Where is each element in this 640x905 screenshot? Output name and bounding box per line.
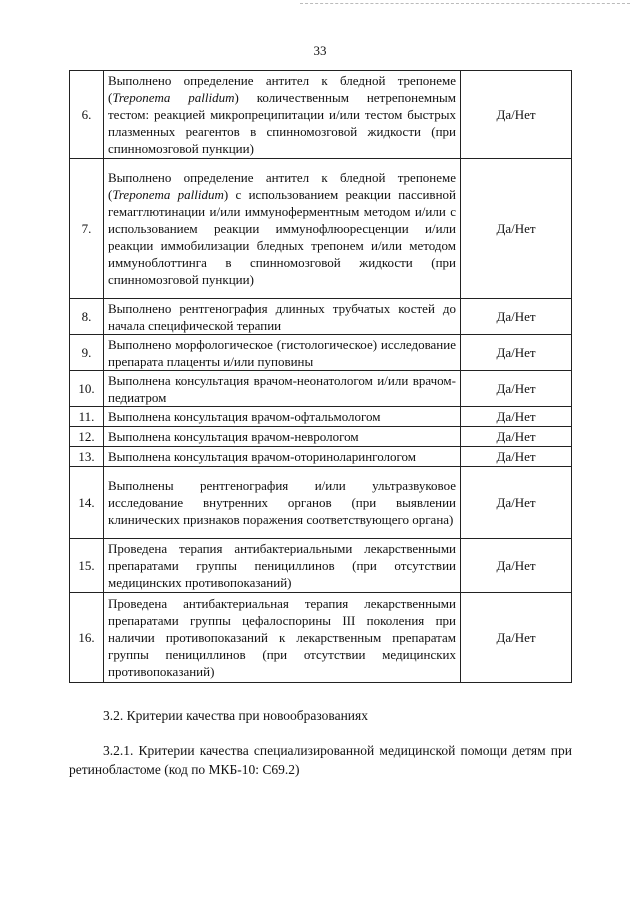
section-paragraph: 3.2.1. Критерии качества специализированной медицинской помощи детям при ретинобластоме (код по МКБ-10: C69.2) [69, 743, 572, 777]
criterion-text: Выполнено морфологическое (гистологическое) исследование препарата плаценты и/или пуповины [104, 335, 461, 371]
criterion-text: Выполнена консультация врачом-неврологом [104, 427, 461, 447]
page-number: 33 [313, 43, 327, 58]
section-heading: 3.2. Критерии качества при новообразованиях [103, 708, 368, 723]
table-row [70, 407, 572, 427]
answer-cell: Да/Нет [461, 467, 572, 539]
table-row [70, 467, 572, 539]
table-row [70, 71, 572, 159]
answer-cell: Да/Нет [461, 299, 572, 335]
criterion-text: Выполнена консультация врачом-офтальмологом [104, 407, 461, 427]
table-row [70, 159, 572, 299]
criterion-text: Проведена антибактериальная терапия лекарственными препаратами группы цефалоспорины III поколения при наличии противопоказаний к лекарственным препаратам группы пенициллинов (при отсутствии медицинских противопоказаний) [104, 593, 461, 683]
answer-cell: Да/Нет [461, 427, 572, 447]
answer-cell: Да/Нет [461, 407, 572, 427]
criterion-text: Выполнена консультация врачом-неонатологом и/или врачом-педиатром [104, 371, 461, 407]
table-row [70, 371, 572, 407]
table-row [70, 299, 572, 335]
row-number: 7. [70, 159, 104, 299]
row-number: 10. [70, 371, 104, 407]
answer-cell: Да/Нет [461, 447, 572, 467]
table-row [70, 539, 572, 593]
criterion-text: Выполнено определение антител к бледной трепонеме (Treponema pallidum) с использованием реакции пассивной гемагглютинации и/или иммуноферментным методом и/или с использованием реакции иммунофлюоресценции и/или реакции иммобилизации бледных трепонем и/или методом иммуноблоттинга в спинномозговой жидкости (при спинномозговой пункции) [104, 159, 461, 299]
criterion-text: Проведена терапия антибактериальными лекарственными препаратами группы пенициллинов (при отсутствии медицинских противопоказаний) [104, 539, 461, 593]
table-row [70, 427, 572, 447]
criterion-text: Выполнены рентгенография и/или ультразвуковое исследование внутренних органов (при выявлении клинических признаков поражения соответствующего органа) [104, 467, 461, 539]
row-number: 11. [70, 407, 104, 427]
table-row [70, 447, 572, 467]
quality-criteria-table [69, 70, 572, 683]
answer-cell: Да/Нет [461, 71, 572, 159]
row-number: 13. [70, 447, 104, 467]
answer-cell: Да/Нет [461, 593, 572, 683]
answer-cell: Да/Нет [461, 335, 572, 371]
table-row [70, 335, 572, 371]
scan-artifact-line [300, 3, 630, 5]
row-number: 12. [70, 427, 104, 447]
row-number: 8. [70, 299, 104, 335]
row-number: 16. [70, 593, 104, 683]
criterion-text: Выполнено определение антител к бледной трепонеме (Treponema pallidum) количественным нетрепонемным тестом: реакцией микропреципитации и/или тестом быстрых плазменных реагентов в спинномозговой жидкости (при спинномозговой пункции) [104, 71, 461, 159]
criterion-text: Выполнена консультация врачом-оториноларингологом [104, 447, 461, 467]
answer-cell: Да/Нет [461, 539, 572, 593]
criterion-text: Выполнено рентгенография длинных трубчатых костей до начала специфической терапии [104, 299, 461, 335]
answer-cell: Да/Нет [461, 371, 572, 407]
table-row [70, 593, 572, 683]
row-number: 9. [70, 335, 104, 371]
row-number: 6. [70, 71, 104, 159]
answer-cell: Да/Нет [461, 159, 572, 299]
row-number: 14. [70, 467, 104, 539]
row-number: 15. [70, 539, 104, 593]
